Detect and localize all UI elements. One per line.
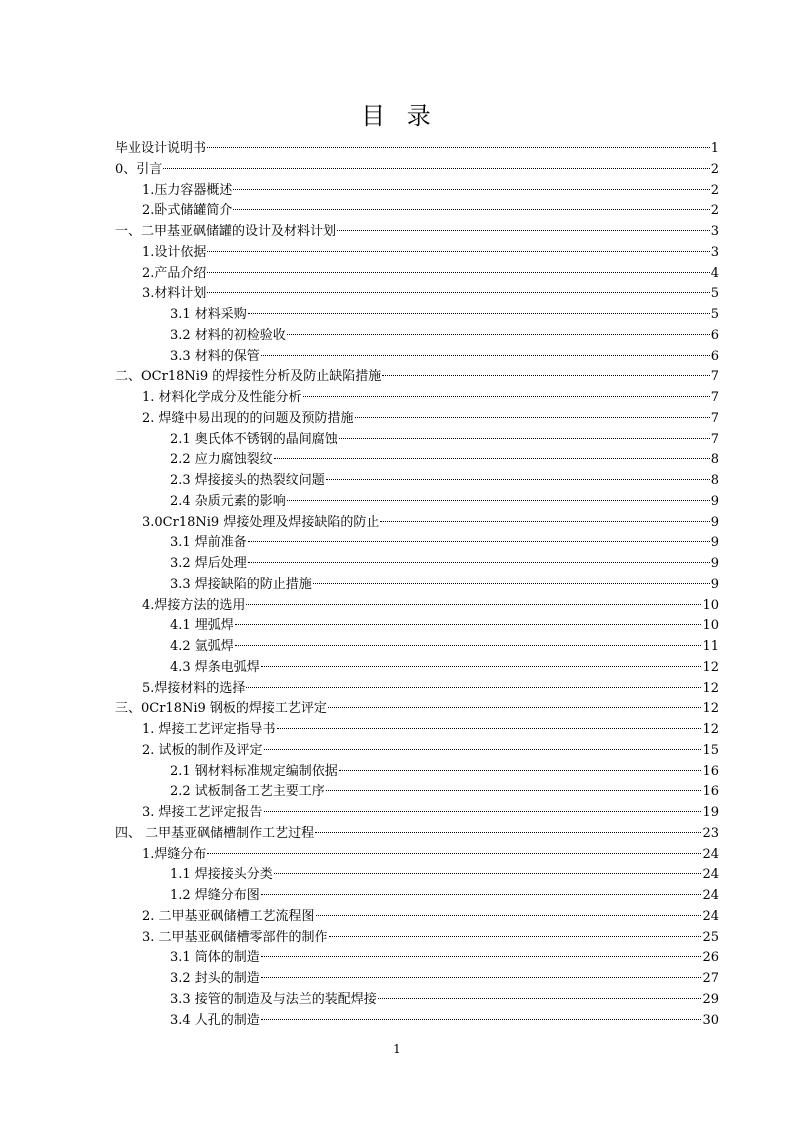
toc-entry[interactable]	[115, 243, 719, 264]
toc-dot-leader	[328, 707, 702, 708]
toc-entry-text: 0、引言	[115, 161, 163, 177]
toc-dot-leader	[339, 438, 710, 439]
toc-entry-text: 3.2 焊后处理	[170, 556, 247, 571]
toc-dot-leader	[316, 915, 702, 916]
toc-dot-leader	[261, 894, 702, 895]
toc-dot-leader	[287, 500, 710, 501]
toc-entry-text: 1. 材料化学成分及性能分析	[142, 390, 302, 405]
toc-entry-text: 3.3 接管的制造及与法兰的装配焊接	[170, 991, 377, 1007]
toc-entry[interactable]	[115, 492, 719, 513]
toc-dot-leader	[246, 687, 701, 688]
toc-entry-text: 2.3 焊接接头的热裂纹问题	[170, 473, 325, 488]
toc-entry[interactable]	[115, 139, 719, 160]
toc-dot-leader	[326, 479, 710, 480]
toc-entry-text: 3.2 材料的初检验收	[170, 327, 286, 343]
toc-entry-page-number: 2	[710, 182, 719, 198]
toc-entry-text: 三、0Cr18Ni9 钢板的焊接工艺评定	[115, 701, 327, 717]
toc-dot-leader	[207, 251, 709, 252]
toc-entry-page-number: 6	[710, 327, 719, 343]
toc-entry-text: 3.2 封头的制造	[170, 971, 260, 986]
toc-dot-leader	[261, 355, 710, 356]
toc-entry[interactable]	[115, 160, 719, 181]
toc-dot-leader	[274, 458, 710, 459]
toc-dot-leader	[261, 666, 702, 667]
toc-entry[interactable]	[115, 637, 719, 658]
toc-entry-text: 3.3 焊接缺陷的防止措施	[170, 576, 312, 592]
toc-dot-leader	[248, 541, 710, 542]
toc-entry-text: 1. 焊接工艺评定指导书	[142, 722, 276, 737]
toc-entry-page-number: 24	[702, 846, 719, 862]
toc-dot-leader	[235, 624, 702, 625]
toc-entry[interactable]	[115, 699, 719, 720]
toc-entry[interactable]	[115, 450, 719, 471]
toc-entry[interactable]	[115, 222, 719, 243]
toc-entry-page-number: 26	[702, 950, 719, 966]
toc-entry[interactable]	[115, 616, 719, 637]
toc-entry-page-number: 7	[710, 431, 719, 447]
toc-entry-page-number: 8	[710, 473, 719, 488]
toc-entry-page-number: 2	[710, 161, 719, 177]
toc-dot-leader	[233, 189, 709, 190]
toc-entry[interactable]	[115, 865, 719, 886]
toc-dot-leader	[235, 645, 702, 646]
toc-entry-text: 2.2 应力腐蚀裂纹	[170, 452, 273, 468]
toc-entry[interactable]	[115, 782, 719, 803]
toc-entry-text: 4.2 氩弧焊	[170, 639, 234, 654]
toc-entry[interactable]	[115, 928, 719, 949]
toc-entry-page-number: 5	[710, 286, 719, 302]
toc-entry-text: 毕业设计说明书	[115, 141, 207, 156]
toc-entry[interactable]	[115, 845, 719, 866]
toc-dot-leader	[315, 832, 701, 833]
toc-entry-page-number: 4	[710, 265, 719, 281]
toc-entry-text: 一、二甲基亚砜储罐的设计及材料计划	[115, 224, 337, 239]
toc-entry-page-number: 16	[702, 763, 719, 779]
toc-entry-text: 1.焊缝分布	[142, 846, 207, 862]
toc-entry[interactable]	[115, 762, 719, 783]
toc-entry[interactable]	[115, 347, 719, 368]
toc-entry[interactable]	[115, 824, 719, 845]
toc-dot-leader	[207, 292, 709, 293]
toc-dot-leader	[380, 521, 709, 522]
toc-dot-leader	[264, 811, 702, 812]
toc-entry-page-number: 15	[702, 742, 719, 758]
toc-entry-text: 2.1 奥氏体不锈钢的晶间腐蚀	[170, 431, 338, 447]
page-number: 1	[393, 1042, 401, 1056]
toc-entry-page-number: 24	[702, 867, 719, 883]
toc-entry[interactable]	[115, 1011, 719, 1032]
toc-entry-page-number: 9	[710, 493, 719, 509]
toc-dot-leader	[264, 749, 702, 750]
toc-entry[interactable]	[115, 264, 719, 285]
toc-dot-leader	[277, 728, 702, 729]
toc-entry[interactable]	[115, 803, 719, 824]
toc-entry[interactable]	[115, 430, 719, 451]
toc-entry-text: 2. 二甲基亚砜储槽工艺流程图	[142, 908, 315, 924]
toc-entry[interactable]	[115, 990, 719, 1011]
toc-entry-page-number: 23	[702, 825, 719, 841]
toc-entry-page-number: 8	[710, 452, 719, 468]
toc-entry[interactable]	[115, 326, 719, 347]
toc-entry-page-number: 10	[702, 618, 719, 634]
toc-entry-page-number: 19	[702, 805, 719, 820]
toc-entry-page-number: 7	[710, 410, 719, 426]
toc-entry[interactable]	[115, 575, 719, 596]
toc-entry-text: 1.1 焊接接头分类	[170, 867, 273, 883]
toc-dot-leader	[274, 873, 702, 874]
toc-entry-text: 3. 二甲基亚砜储槽零部件的制作	[142, 929, 328, 945]
toc-dot-leader	[313, 583, 710, 584]
toc-entry[interactable]	[115, 907, 719, 928]
toc-entry-page-number: 12	[702, 701, 719, 717]
toc-entry-text: 3.4 人孔的制造	[170, 1012, 260, 1028]
toc-dot-leader	[329, 936, 702, 937]
toc-entry[interactable]	[115, 554, 719, 575]
toc-dot-leader	[261, 977, 702, 978]
toc-entry-page-number: 12	[702, 659, 719, 675]
toc-dot-leader	[233, 209, 709, 210]
toc-entry-text: 2.卧式储罐简介	[142, 203, 233, 219]
toc-entry[interactable]	[115, 886, 719, 907]
toc-entry[interactable]	[115, 969, 719, 990]
toc-entry[interactable]	[115, 367, 719, 388]
toc-entry-page-number: 29	[702, 991, 719, 1007]
toc-entry-text: 3. 焊接工艺评定报告	[142, 805, 263, 820]
toc-entry-page-number: 9	[710, 535, 719, 551]
toc-entry-page-number: 25	[702, 929, 719, 945]
toc-entry-text: 2.4 杂质元素的影响	[170, 493, 286, 509]
toc-entry-page-number: 5	[710, 307, 719, 322]
toc-entry-text: 4.3 焊条电弧焊	[170, 659, 260, 675]
toc-entry[interactable]	[115, 305, 719, 326]
toc-entry[interactable]	[115, 679, 719, 700]
toc-entry[interactable]	[115, 658, 719, 679]
toc-dot-leader	[248, 562, 710, 563]
toc-dot-leader	[326, 790, 702, 791]
table-of-contents	[115, 139, 719, 1031]
toc-dot-leader	[248, 313, 710, 314]
toc-entry[interactable]	[115, 720, 719, 741]
toc-entry-page-number: 9	[710, 556, 719, 571]
toc-dot-leader	[287, 334, 710, 335]
toc-entry[interactable]	[115, 533, 719, 554]
toc-entry-page-number: 30	[702, 1012, 719, 1028]
toc-entry-text: 四、 二甲基亚砜储槽制作工艺过程	[115, 825, 315, 841]
toc-entry-text: 4.焊接方法的选用	[142, 597, 246, 613]
toc-entry-text: 2. 焊缝中易出现的的问题及预防措施	[142, 410, 354, 426]
toc-entry-text: 2.产品介绍	[142, 265, 207, 281]
toc-entry-page-number: 11	[702, 639, 719, 654]
toc-entry[interactable]	[115, 409, 719, 430]
toc-entry[interactable]	[115, 948, 719, 969]
toc-entry-text: 3.1 焊前准备	[170, 535, 247, 551]
toc-entry-text: 1.压力容器概述	[142, 182, 233, 198]
toc-entry-text: 2.2 试板制备工艺主要工序	[170, 784, 325, 800]
toc-entry-page-number: 3	[710, 244, 719, 260]
toc-entry[interactable]	[115, 201, 719, 222]
toc-dot-leader	[207, 147, 710, 148]
toc-entry[interactable]	[115, 513, 719, 534]
toc-entry-text: 3.3 材料的保管	[170, 348, 260, 364]
toc-dot-leader	[303, 396, 710, 397]
toc-entry-text: 3.材料计划	[142, 286, 207, 302]
toc-dot-leader	[163, 168, 709, 169]
toc-entry-text: 3.1 筒体的制造	[170, 950, 260, 966]
toc-dot-leader	[378, 998, 702, 999]
toc-entry-page-number: 2	[710, 203, 719, 219]
toc-dot-leader	[207, 853, 701, 854]
toc-entry-page-number: 6	[710, 348, 719, 364]
toc-entry-page-number: 12	[702, 680, 719, 696]
toc-entry-text: 1.设计依据	[142, 244, 207, 260]
toc-entry-text: 2.1 钢材料标准规定编制依据	[170, 763, 338, 779]
toc-dot-leader	[246, 604, 701, 605]
toc-entry-text: 1.2 焊缝分布图	[170, 888, 260, 903]
toc-entry-page-number: 7	[710, 390, 719, 405]
toc-entry-page-number: 16	[702, 784, 719, 800]
toc-dot-leader	[355, 417, 710, 418]
toc-entry-page-number: 9	[710, 514, 719, 530]
toc-entry-text: 3.0Cr18Ni9 焊接处理及焊接缺陷的防止	[142, 514, 380, 530]
toc-dot-leader	[207, 272, 709, 273]
toc-entry-page-number: 12	[702, 722, 719, 737]
toc-entry-page-number: 7	[710, 369, 719, 385]
toc-dot-leader	[261, 956, 702, 957]
toc-dot-leader	[337, 230, 710, 231]
toc-entry-page-number: 1	[710, 141, 719, 156]
toc-entry[interactable]	[115, 741, 719, 762]
toc-title: 目 录	[361, 102, 433, 130]
toc-entry-text: 3.1 材料采购	[170, 307, 247, 322]
toc-entry[interactable]	[115, 284, 719, 305]
toc-entry-page-number: 24	[702, 888, 719, 903]
toc-entry-page-number: 9	[710, 576, 719, 592]
toc-entry[interactable]	[115, 388, 719, 409]
toc-entry-page-number: 27	[702, 971, 719, 986]
toc-entry-text: 2. 试板的制作及评定	[142, 742, 263, 758]
toc-entry[interactable]	[115, 471, 719, 492]
toc-entry[interactable]	[115, 181, 719, 202]
toc-entry-page-number: 3	[710, 224, 719, 239]
toc-entry-page-number: 24	[702, 908, 719, 924]
toc-entry-text: 4.1 埋弧焊	[170, 618, 234, 634]
toc-entry-text: 二、OCr18Ni9 的焊接性分析及防止缺陷措施	[115, 369, 382, 385]
toc-dot-leader	[382, 375, 709, 376]
toc-dot-leader	[339, 770, 702, 771]
toc-entry-page-number: 10	[702, 597, 719, 613]
toc-entry[interactable]	[115, 596, 719, 617]
toc-dot-leader	[261, 1019, 702, 1020]
toc-entry-text: 5.焊接材料的选择	[142, 680, 246, 696]
